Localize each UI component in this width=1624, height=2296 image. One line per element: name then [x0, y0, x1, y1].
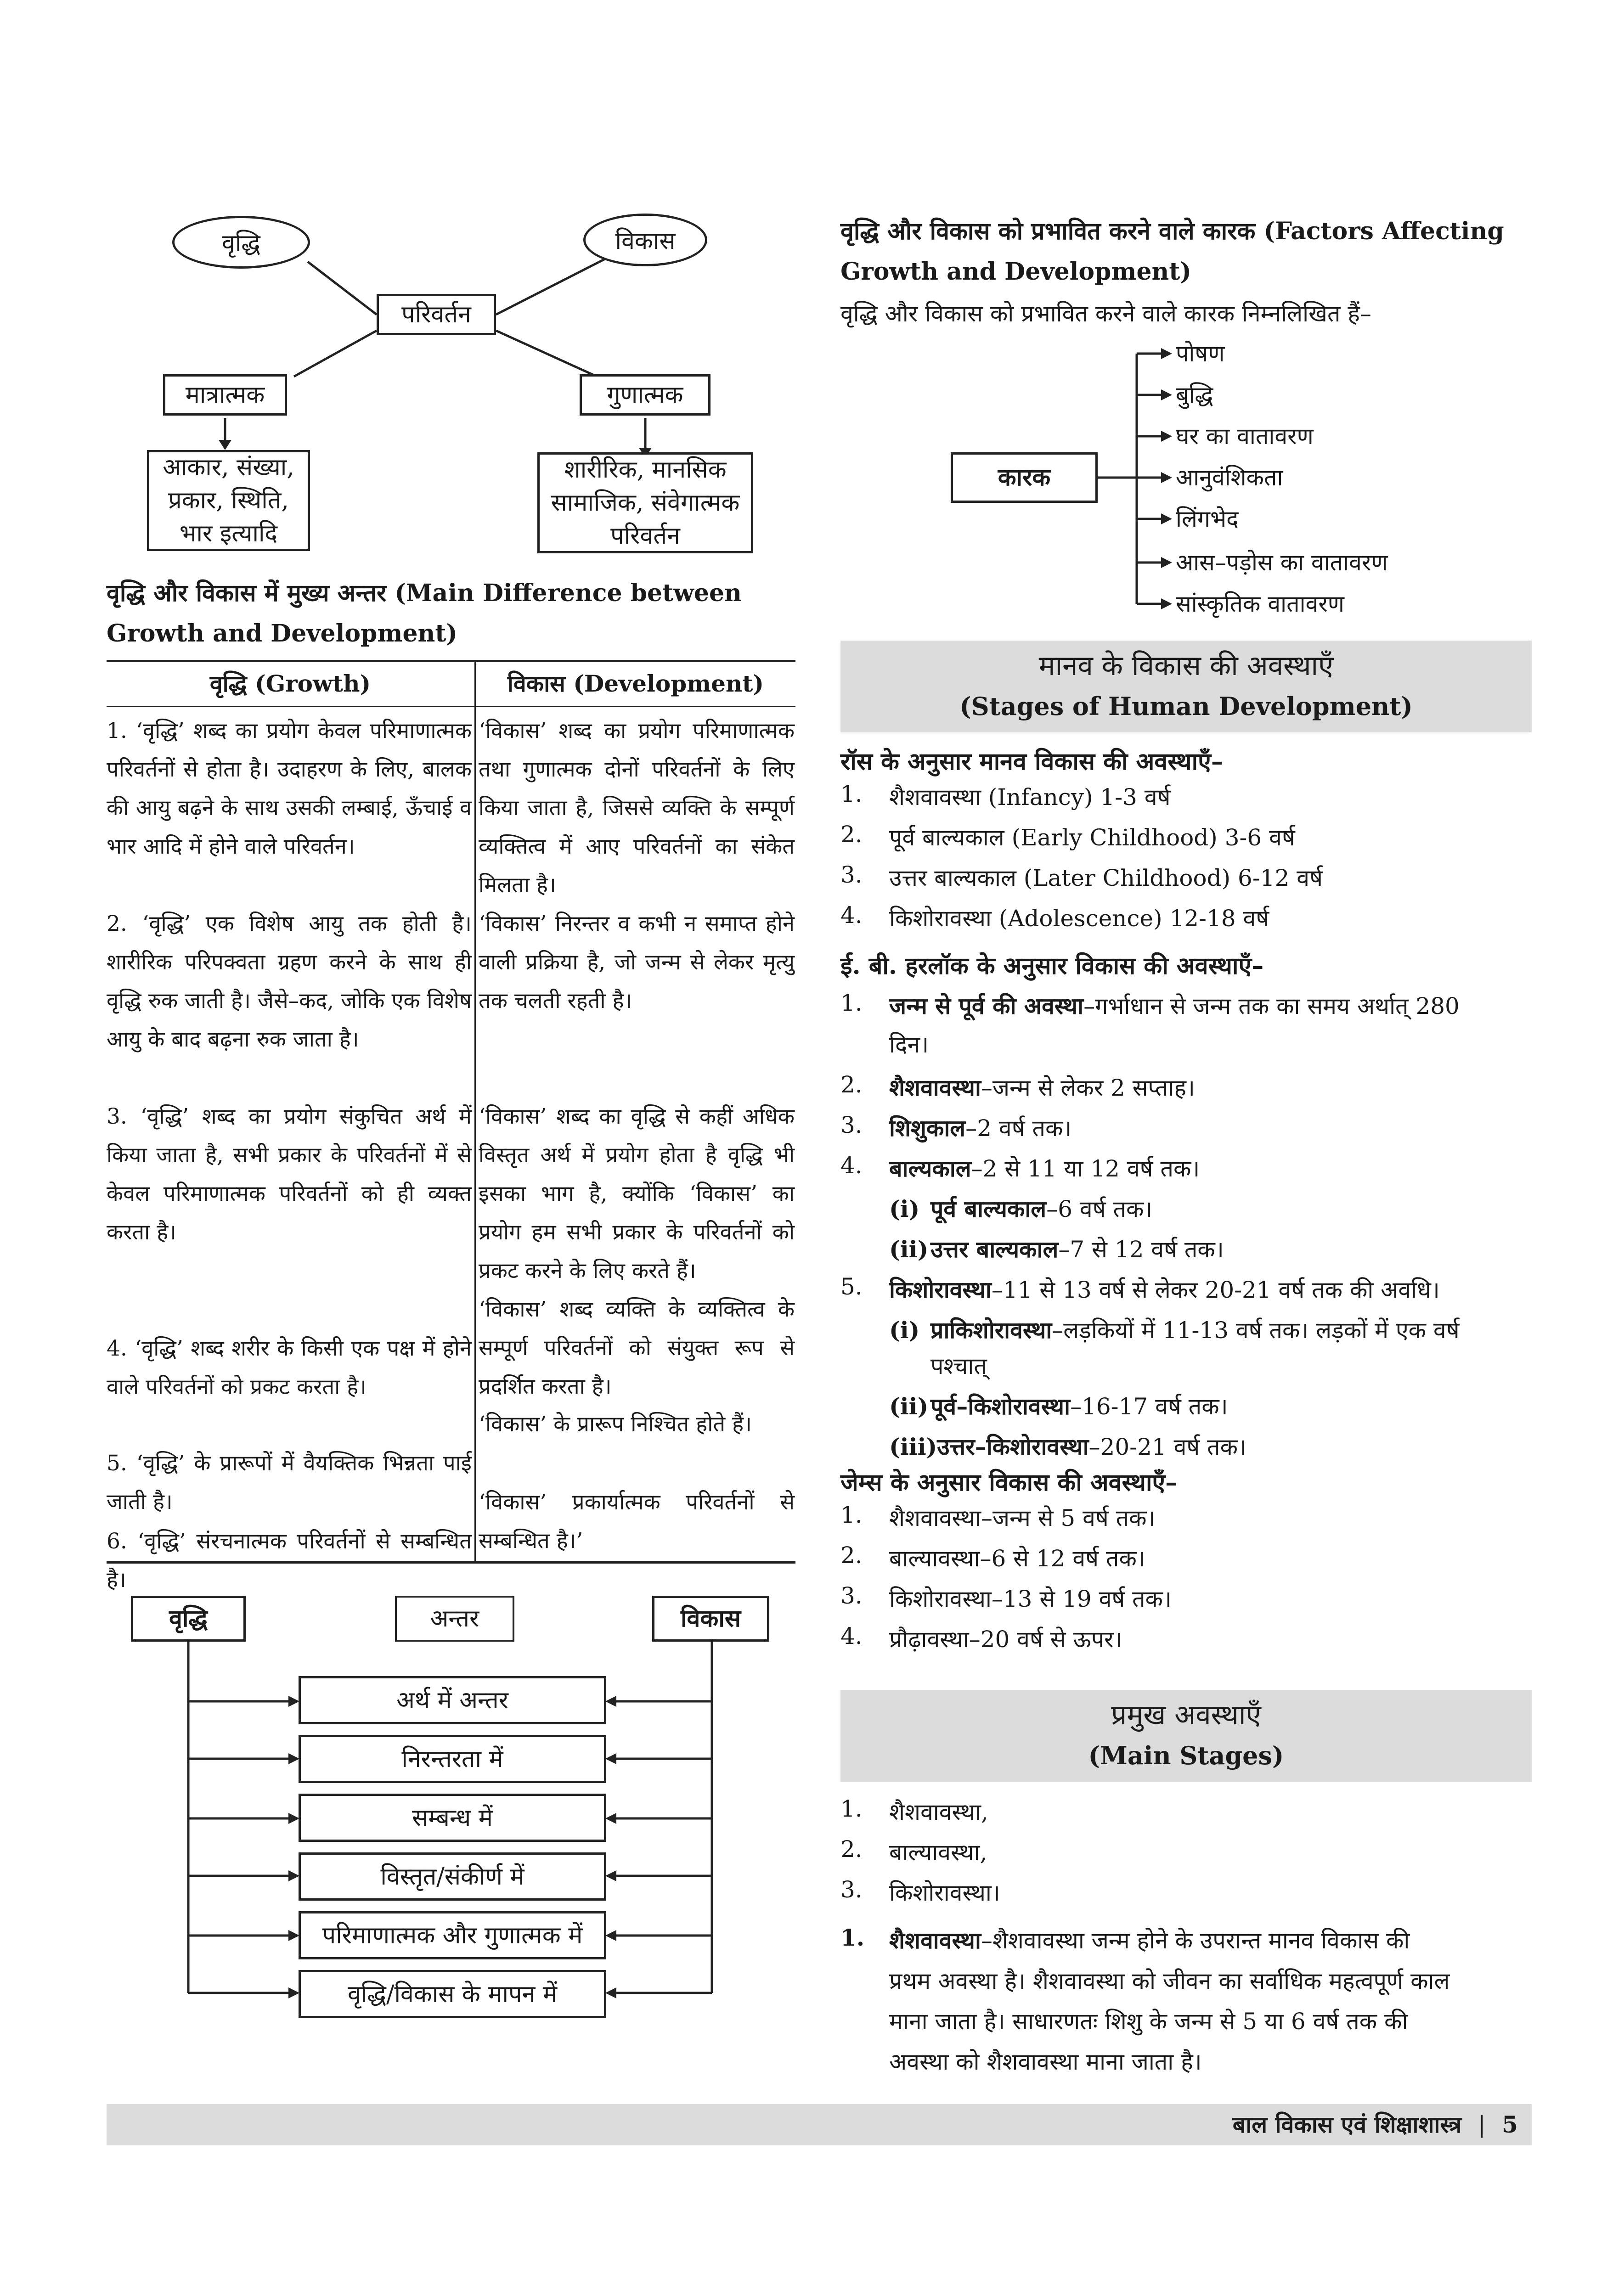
factor-item: सांस्कृतिक वातावरण: [1176, 591, 1344, 617]
growth-label: वृद्धि: [222, 230, 260, 257]
footer-text: [1233, 2104, 1518, 2145]
footer-book-title: बाल विकास एवं शिक्षाशास्त्र: [1232, 2111, 1462, 2138]
ross-list: 1. शैशवावस्था (Infancy) 1-3 वर्ष 2. पूर्व बाल्यकाल (Early Childhood) 3-6 वर्ष 3. उत्तर बाल्यकाल (Later Childhood) 6-12 वर्ष 4. किशोरावस्था (Adolescence) 12-18 वर्ष: [840, 781, 1323, 932]
main-stages-heading-english: (Main Stages): [1088, 1741, 1284, 1770]
main-stages-heading-hindi: प्रमुख अवस्थाएँ: [1111, 1699, 1261, 1731]
table-cell: 5. ‘वृद्धि’ के प्रारूपों में वैयक्तिक भिन्नता पाई जाती है।: [107, 1451, 472, 1514]
sub-list-item: (ii)पूर्व–किशोरावस्था–16-17 वर्ष तक।: [889, 1393, 1228, 1420]
sub-list-item-continuation: पश्चात्: [930, 1353, 987, 1379]
diagram2-growth-label: वृद्धि: [169, 1604, 208, 1632]
page-number: 5: [1502, 2111, 1518, 2138]
table-header-development: विकास (Development): [507, 670, 764, 697]
difference-item-box: [299, 1735, 606, 1783]
difference-item-label: निरन्तरता में: [401, 1745, 503, 1773]
table-cell: ‘विकास’ निरन्तर व कभी न समाप्त होने वाली प्रक्रिया है, जो जन्म से लेकर मृत्यु तक चलती रहती है।: [479, 911, 795, 1013]
table-header-growth: वृद्धि (Growth): [209, 670, 371, 697]
qual-examples-text: शारीरिक, मानसिक सामाजिक, संवेगात्मक परिवर्तन: [551, 456, 740, 550]
stages-heading-hindi: मानव के विकास की अवस्थाएँ: [1038, 650, 1334, 682]
table-cell: ‘विकास’ प्रकार्यात्मक परिवर्तनों से सम्बन्धित है।’: [479, 1490, 795, 1553]
development-label: विकास: [615, 227, 676, 255]
hurlock-heading: ई. बी. हरलॉक के अनुसार विकास की अवस्थाएँ–: [840, 952, 1264, 980]
sub-list-item: (i) प्राकिशोरावस्था–लड़कियों में 11-13 वर्ष तक। लड़कों में एक वर्ष: [889, 1317, 1460, 1344]
infancy-paragraph: 1. शैशवावस्था–शैशवावस्था जन्म होने के उपरान्त मानव विकास की प्रथम अवस्था है। शैशवावस्था को जीवन का सर्वाधिक महत्वपूर्ण काल माना जाता है। साधारणतः शिशु के जन्म से 5 या 6 वर्ष तक की अवस्था को शैशवावस्था माना जाता है।: [840, 1924, 1450, 2075]
diagram2-development-box: [652, 1596, 769, 1642]
difference-item-label: वृद्धि/विकास के मापन में: [348, 1980, 557, 2008]
james-list: 1. शैशवावस्था–जन्म से 5 वर्ष तक। 2. बाल्यावस्था–6 से 12 वर्ष तक। 3. किशोरावस्था–13 से 19 वर्ष तक। 4. प्रौढ़ावस्था–20 वर्ष से ऊपर।: [840, 1502, 1172, 1653]
difference-item-box: [299, 1676, 606, 1724]
table-cell: ‘विकास’ शब्द का प्रयोग परिमाणात्मक तथा गुणात्मक दोनों परिवर्तनों के लिए किया जाता है, जिससे व्यक्ति के सम्पूर्ण व्यक्तित्व में आए परिवर्तनों का संकेत मिलता है।: [479, 718, 795, 898]
stages-heading-box: [840, 641, 1532, 732]
footer-bar: [107, 2104, 1532, 2145]
difference-item-box: [299, 1794, 606, 1842]
diagram2-difference-box: [395, 1596, 514, 1642]
diagram2-development-label: विकास: [681, 1604, 741, 1632]
factors-intro: वृद्धि और विकास को प्रभावित करने वाले कारक निम्नलिखित हैं–: [840, 300, 1371, 327]
difference-item-box: [299, 1852, 606, 1901]
factor-item: बुद्धि: [1176, 382, 1213, 408]
table-cell: 3. ‘वृद्धि’ शब्द का प्रयोग संकुचित अर्थ में किया जाता है, सभी प्रकार के परिवर्तनों में से केवल परिमाणात्मक परिवर्तनों को ही व्यक्त करता है।: [107, 1104, 472, 1245]
factors-heading: वृद्धि और विकास को प्रभावित करने वाले कारक (Factors Affecting Growth and Development): [840, 217, 1504, 286]
sub-list-item: (iii)उत्तर–किशोरावस्था–20-21 वर्ष तक।: [889, 1433, 1247, 1460]
difference-item-label: सम्बन्ध में: [412, 1804, 493, 1832]
quant-examples-text: आकार, संख्या, प्रकार, स्थिति, भार इत्यादि: [163, 454, 294, 547]
factors-root-box: [951, 452, 1098, 503]
hurlock-list: 1. जन्म से पूर्व की अवस्था–गर्भाधान से जन्म तक का समय अर्थात् 280 दिन। 2. शैशवावस्था–जन्म से लेकर 2 सप्ताह। 3. शिशुकाल–2 वर्ष तक। 4. बाल्यकाल–2 से 11 या 12 वर्ष तक। (i) पूर्व बाल्यकाल–6 वर्ष तक। (ii)उत्तर बाल्यकाल–7 से 12 वर्ष तक। 5. किशोरावस्था–11 से 13 वर्ष से लेकर 20-21 वर्ष तक की अवधि। (i) प्राकिशोरावस्था–लड़कियों में 11-13 वर्ष तक। लड़कों में एक वर्ष पश्चात् (ii)पूर्व–किशोरावस्था–16-17 वर्ष तक। (iii)उत्तर–किशोरावस्था–20-21 वर्ष तक।: [840, 990, 1532, 1449]
table-cell: 2. ‘वृद्धि’ एक विशेष आयु तक होती है। शारीरिक परिपक्वता ग्रहण करने के साथ ही वृद्धि रुक जाती है। जैसे–कद, जोकि एक विशेष आयु के बाद बढ़ना रुक जाता है।: [107, 911, 472, 1052]
james-heading: जेम्स के अनुसार विकास की अवस्थाएँ–: [840, 1469, 1178, 1497]
factors-root-label: कारक: [998, 463, 1051, 491]
factor-item: घर का वातावरण: [1176, 423, 1314, 450]
difference-item-label: विस्तृत/संकीर्ण में: [380, 1863, 524, 1891]
difference-item-label: परिमाणात्मक और गुणात्मक में: [322, 1921, 583, 1949]
difference-item-label: अर्थ में अन्तर: [396, 1686, 508, 1714]
table-cell: ‘विकास’ के प्रारूप निश्चित होते हैं।: [479, 1412, 752, 1437]
table-cell: 1. ‘वृद्धि’ शब्द का प्रयोग केवल परिमाणात्मक परिवर्तनों से होता है। उदाहरण के लिए, बालक की आयु बढ़ने के साथ उसकी लम्बाई, ऊँचाई व भार आदि में होने वाले परिवर्तन।: [107, 718, 472, 859]
qualitative-label: गुणात्मक: [607, 381, 683, 409]
footer-separator: |: [1477, 2111, 1486, 2138]
difference-item-box: [299, 1911, 606, 1959]
ross-heading: रॉस के अनुसार मानव विकास की अवस्थाएँ–: [840, 748, 1223, 776]
table-cell: 4. ‘वृद्धि’ शब्द शरीर के किसी एक पक्ष में होने वाले परिवर्तनों को प्रकट करता है।: [107, 1336, 472, 1400]
table-cell: ‘विकास’ शब्द का वृद्धि से कहीं अधिक विस्तृत अर्थ में प्रयोग होता है वृद्धि भी इसका भाग है, क्योंकि ‘विकास’ का प्रयोग हम सभी प्रकार के परिवर्तनों को प्रकट करने के लिए करते हैं।: [479, 1104, 795, 1283]
change-label: परिवर्तन: [401, 301, 471, 328]
main-stages-heading-box: [840, 1690, 1532, 1782]
factor-item: आस–पड़ोस का वातावरण: [1176, 549, 1388, 576]
sub-list-item: (i) पूर्व बाल्यकाल–6 वर्ष तक।: [889, 1195, 1153, 1222]
main-stages-list: 1. शैशवावस्था, 2. बाल्यावस्था, 3. किशोरावस्था।: [840, 1795, 1000, 1906]
factor-item: आनुवंशिकता: [1176, 464, 1283, 491]
difference-item-box: [299, 1970, 606, 2018]
diagram2-difference-label: अन्तर: [430, 1605, 479, 1632]
difference-heading: वृद्धि और विकास में मुख्य अन्तर (Main Difference between Growth and Development): [107, 579, 742, 647]
stages-heading-english: (Stages of Human Development): [959, 692, 1413, 721]
sub-list-item: (ii)उत्तर बाल्यकाल–7 से 12 वर्ष तक।: [889, 1236, 1224, 1263]
factor-item: पोषण: [1176, 340, 1225, 367]
quantitative-label: मात्रात्मक: [185, 381, 265, 409]
table-cell: 6. ‘वृद्धि’ संरचनात्मक परिवर्तनों से सम्बन्धित है।: [107, 1529, 472, 1593]
table-cell: ‘विकास’ शब्द व्यक्ति के व्यक्तित्व के सम्पूर्ण परिवर्तनों को संयुक्त रूप से प्रदर्शित करता है।: [479, 1297, 795, 1399]
factor-item: लिंगभेद: [1176, 506, 1239, 532]
diagram2-growth-box: [131, 1596, 246, 1642]
